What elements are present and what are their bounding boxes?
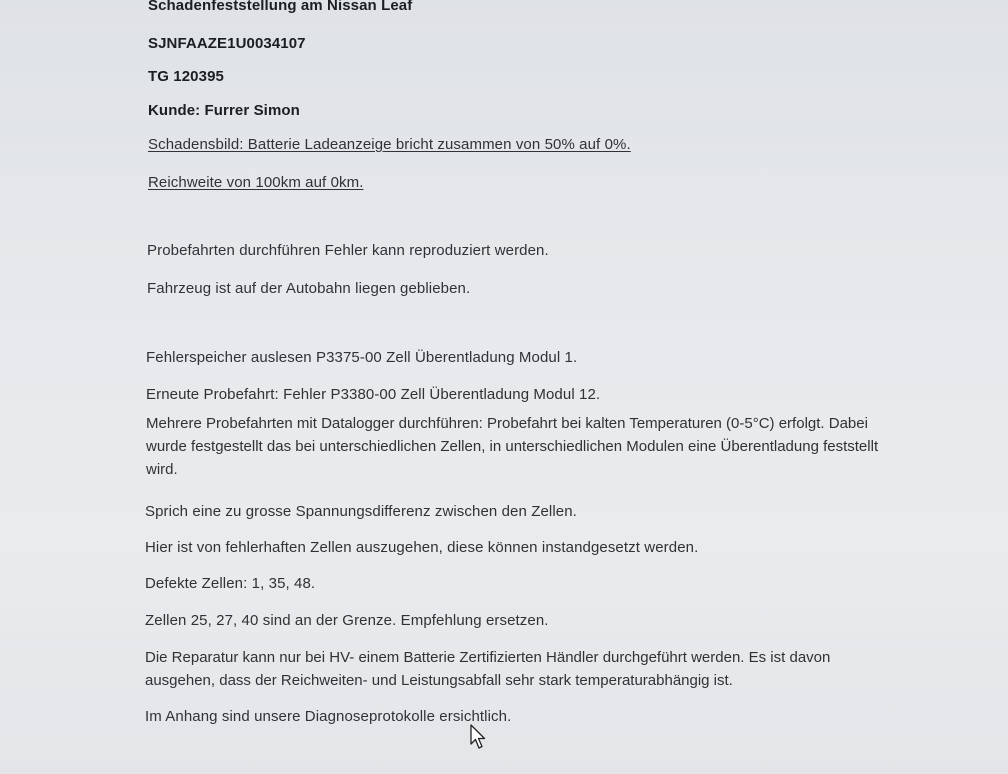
text-line: Zellen 25, 27, 40 sind an der Grenze. Empfehlung ersetzen. (145, 612, 549, 629)
text-paragraph: Die Reparatur kann nur bei HV- einem Batterie Zertifizierten Händler durchgeführt werden. Es ist davon ausgehen, dass der Reichweiten- und Leistungsabfall sehr stark temperaturabhängig ist. (145, 649, 831, 689)
text-line: Sprich eine zu grosse Spannungsdifferenz zwischen den Zellen. (145, 503, 577, 520)
customer-name: Kunde: Furrer Simon (148, 102, 300, 119)
text-paragraph: Mehrere Probefahrten mit Datalogger durchführen: Probefahrt bei kalten Temperaturen (0-5°C) erfolgt. Dabei wurde festgestellt das bei unterschiedlichen Zellen, in unterschiedlichen Modulen eine Überentladung feststellt wird. (146, 415, 879, 478)
vin-number: SJNFAAZE1U0034107 (148, 35, 306, 52)
text-line: Fehlerspeicher auslesen P3375-00 Zell Überentladung Modul 1. (146, 349, 578, 366)
range-description: Reichweite von 100km auf 0km. (148, 174, 364, 191)
text-line: Hier ist von fehlerhaften Zellen auszugehen, diese können instandgesetzt werden. (145, 539, 699, 556)
text-line: Im Anhang sind unsere Diagnoseprotokolle ersichtlich. (145, 708, 512, 725)
text-line: Fahrzeug ist auf der Autobahn liegen geblieben. (147, 280, 471, 297)
damage-description: Schadensbild: Batterie Ladeanzeige bricht zusammen von 50% auf 0%. (148, 136, 631, 153)
text-line: Probefahrten durchführen Fehler kann reproduziert werden. (147, 242, 549, 259)
mouse-pointer-icon (470, 724, 488, 750)
document-heading: Schadenfeststellung am Nissan Leaf (148, 0, 413, 14)
text-line: Erneute Probefahrt: Fehler P3380-00 Zell Überentladung Modul 12. (146, 386, 601, 403)
tg-number: TG 120395 (148, 68, 224, 85)
text-line: Defekte Zellen: 1, 35, 48. (145, 575, 316, 592)
